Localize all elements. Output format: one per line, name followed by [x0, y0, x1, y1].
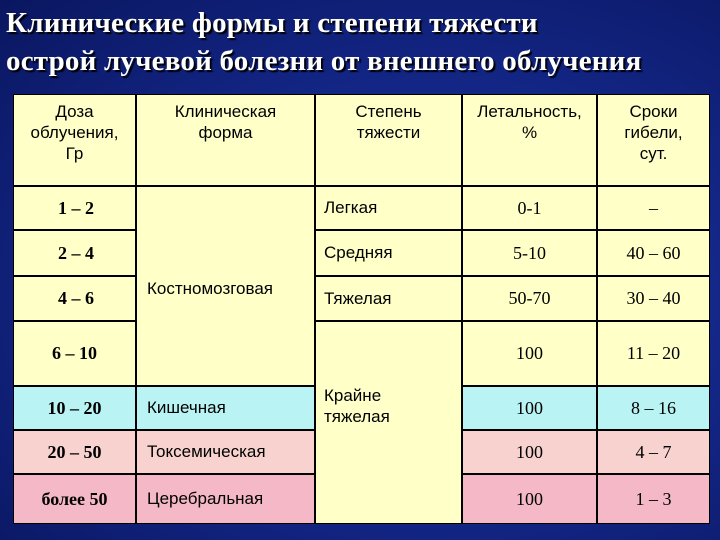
header-death-time-line-1: Сроки — [629, 102, 678, 121]
header-form-line-2: форма — [198, 123, 253, 142]
severity-heavy: Тяжелая — [315, 276, 462, 321]
form-toxemic: Токсемическая — [136, 430, 315, 474]
header-dose-line-3: Гр — [65, 144, 84, 163]
header-lethality — [462, 94, 597, 186]
lethality-cell: 100 — [462, 321, 597, 386]
lethality-cell: 0-1 — [462, 186, 597, 230]
death-time-cell: – — [597, 186, 710, 230]
header-death-time-line-3: сут. — [639, 144, 668, 163]
death-time-cell: 40 – 60 — [597, 230, 710, 276]
form-cerebral: Церебральная — [136, 474, 315, 524]
dose-cell: 2 – 4 — [13, 230, 136, 276]
dose-cell: 6 – 10 — [13, 321, 136, 386]
death-time-cell: 1 – 3 — [597, 474, 710, 524]
dose-cell: 4 – 6 — [13, 276, 136, 321]
header-lethality-line-1: Летальность, — [477, 102, 582, 121]
dose-cell: более 50 — [13, 474, 136, 524]
header-death-time-line-2: гибели, — [624, 123, 683, 142]
slide-title — [6, 4, 718, 80]
title-line-2: острой лучевой болезни от внешнего облучения — [6, 45, 642, 77]
lethality-cell: 100 — [462, 474, 597, 524]
header-severity-line-1: Степень — [355, 102, 422, 121]
severity-light: Легкая — [315, 186, 462, 230]
dose-cell: 1 – 2 — [13, 186, 136, 230]
radiation-sickness-table — [13, 94, 710, 524]
death-time-cell: 11 – 20 — [597, 321, 710, 386]
header-form-line-1: Клиническая — [174, 102, 277, 121]
header-dose-line-1: Доза — [55, 102, 94, 121]
dose-cell: 10 – 20 — [13, 386, 136, 430]
severity-medium: Средняя — [315, 230, 462, 276]
lethality-cell: 50-70 — [462, 276, 597, 321]
form-bone-marrow-label: Костномозговая — [147, 279, 274, 298]
lethality-cell: 5-10 — [462, 230, 597, 276]
header-severity — [315, 94, 462, 186]
severity-extreme-line-2: тяжелая — [324, 407, 390, 426]
lethality-cell: 100 — [462, 386, 597, 430]
header-death-time — [597, 94, 710, 186]
death-time-cell: 8 – 16 — [597, 386, 710, 430]
death-time-cell: 30 – 40 — [597, 276, 710, 321]
form-intestinal: Кишечная — [136, 386, 315, 430]
death-time-cell: 4 – 7 — [597, 430, 710, 474]
dose-cell: 20 – 50 — [13, 430, 136, 474]
title-line-1: Клинические формы и степени тяжести — [6, 7, 538, 39]
severity-extreme — [315, 321, 462, 524]
header-clinical-form — [136, 94, 315, 186]
header-dose-line-2: облучения, — [30, 123, 119, 142]
header-severity-line-2: тяжести — [356, 123, 421, 142]
header-lethality-line-2: % — [521, 123, 538, 142]
form-bone-marrow — [136, 186, 315, 386]
lethality-cell: 100 — [462, 430, 597, 474]
severity-extreme-line-1: Крайне — [324, 386, 382, 405]
header-dose — [13, 94, 136, 186]
